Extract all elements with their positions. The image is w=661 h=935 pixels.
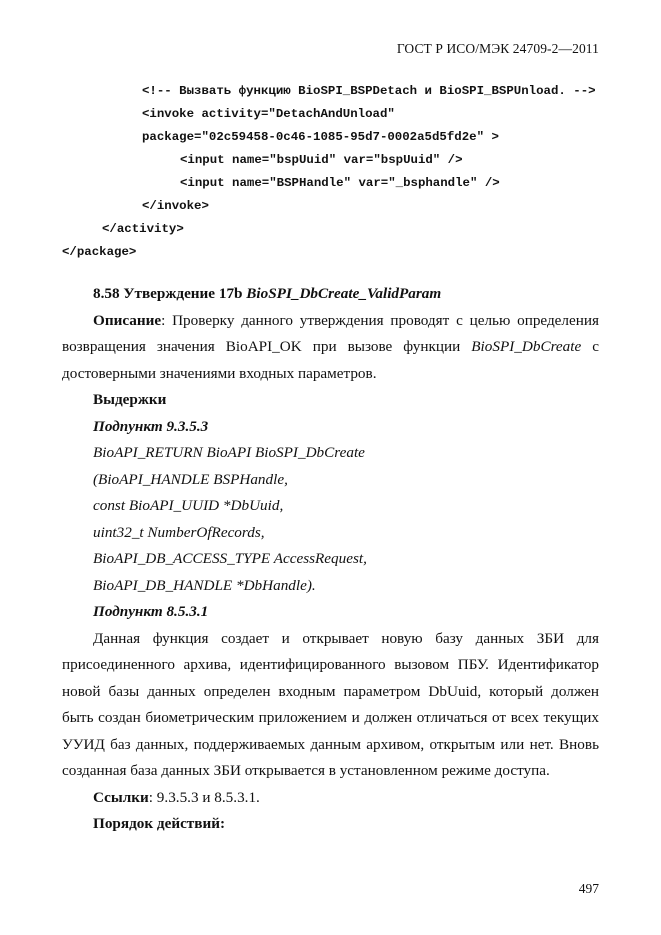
page-number: 497 xyxy=(578,881,599,896)
subclause-heading: Подпункт 8.5.3.1 xyxy=(93,603,209,620)
code-line: </invoke> xyxy=(142,199,209,213)
code-line: </package> xyxy=(62,245,137,259)
section-function-name: BioSPI_DbCreate_ValidParam xyxy=(246,285,442,302)
description-text-1: : Проверку данного утверждения проводят с целью определения возвращения значения BioAPI_OK при вызове функции xyxy=(62,311,599,355)
procedure-heading: Порядок действий: xyxy=(93,815,226,832)
main-paragraph: Данная функция создает и открывает новую базу данных ЗБИ для присоединенного архива, идентифицированного вызовом ПБУ. Идентификатор новой базы данных определен входным параметром DbUuid, который должен быть создан биометрическим приложением и должен отличаться от всех текущих УУИД баз данных, поддерживаемых данным архивом, открытым или нет. Вновь созданная база данных ЗБИ открывается в установленном режиме доступа. xyxy=(62,629,599,779)
page-header: ГОСТ Р ИСО/МЭК 24709-2—2011 xyxy=(396,41,599,56)
signature-line: uint32_t NumberOfRecords, xyxy=(93,523,265,541)
section-heading xyxy=(62,281,599,308)
signature-line: (BioAPI_HANDLE BSPHandle, xyxy=(93,470,288,488)
references-paragraph xyxy=(62,785,599,812)
code-line: package="02c59458-0c46-1085-95d7-0002a5d5fd2e" > xyxy=(142,130,499,144)
signature-line: const BioAPI_UUID *DbUuid, xyxy=(93,497,284,514)
section-number-title: 8.58 Утверждение 17b xyxy=(93,285,247,302)
description-paragraph xyxy=(62,308,599,388)
code-line: <invoke activity="DetachAndUnload" xyxy=(142,107,395,121)
description-label: Описание xyxy=(93,311,162,329)
excerpts-heading: Выдержки xyxy=(93,391,167,408)
subclause-heading: Подпункт 9.3.5.3 xyxy=(93,417,209,435)
code-line: <input name="bspUuid" var="bspUuid" /> xyxy=(180,153,463,167)
signature-line: BioAPI_DB_ACCESS_TYPE AccessRequest, xyxy=(93,550,367,567)
references-text: : 9.3.5.3 и 8.5.3.1. xyxy=(148,788,260,806)
signature-line: BioAPI_RETURN BioAPI BioSPI_DbCreate xyxy=(93,444,365,461)
references-label: Ссылки xyxy=(93,788,149,806)
signature-line: BioAPI_DB_HANDLE *DbHandle). xyxy=(93,576,316,594)
document-body xyxy=(62,281,599,838)
code-listing xyxy=(62,80,607,264)
code-line: <!-- Вызвать функцию BioSPI_BSPDetach и BioSPI_BSPUnload. --> xyxy=(142,84,596,98)
code-line: </activity> xyxy=(102,222,184,236)
code-line: <input name="BSPHandle" var="_bsphandle" /> xyxy=(180,176,500,190)
description-text-2: с достоверными значениями входных параметров. xyxy=(62,338,599,382)
description-function: BioSPI_DbCreate xyxy=(471,338,582,355)
